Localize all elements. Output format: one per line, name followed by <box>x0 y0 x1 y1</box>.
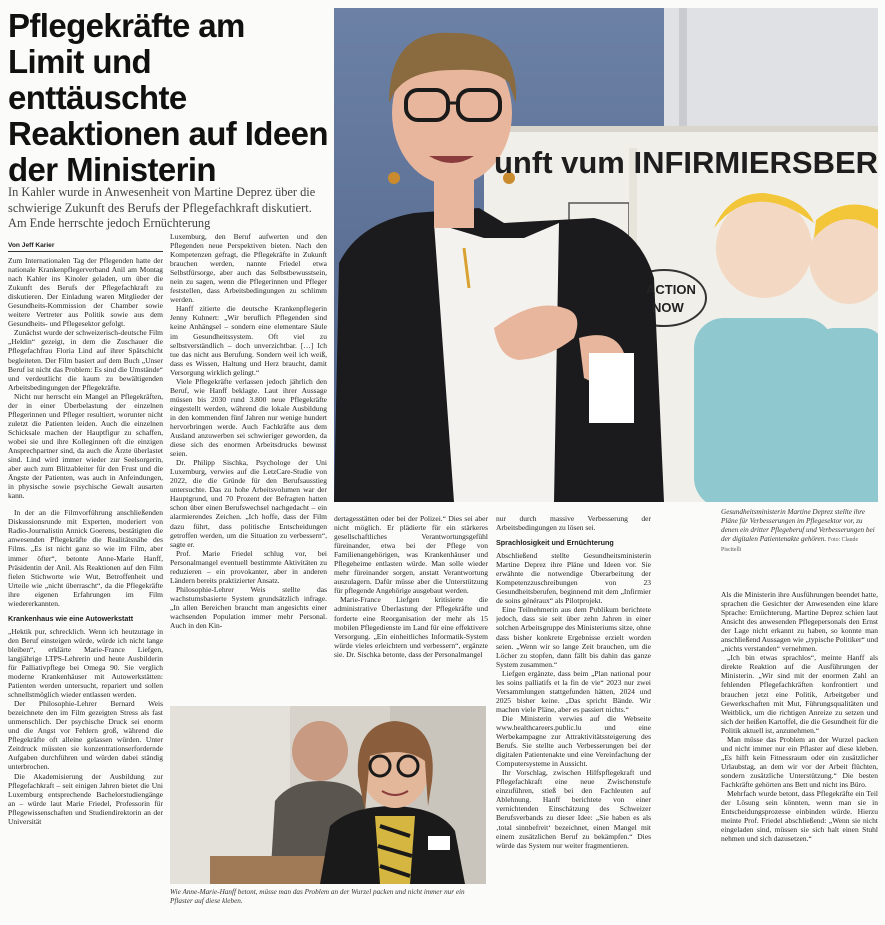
paragraph: Marie-France Liefgen kritisierte die administrative Überlastung der Pflegekräfte und forderte eine Reorganisation der mehr als 15 mobilen Pflegedienste im Land für eine effektivere Versorgung. „Ein einheitliches Informatik-System würde vieles erleichtern und verbessern“, ergänzte sie. Dr. Sischka betonte, dass der Personalmangel <box>334 595 488 659</box>
paragraph: „Hektik pur, schrecklich. Wenn ich heutzutage in den Beruf einsteigen würde, würde ich nicht lange bleiben“, erklärte Marie-France Liefgen, langjährige LTPS-Lehrerin und heute Ausbilderin für Palliativpflege bei Omega 90. Sie verglich moderne Krankenhäuser mit Autowerkstätten: Patienten werden untersucht, repariert und sollen schnellstmöglich wieder entlassen werden. <box>8 626 163 700</box>
main-photo <box>334 8 878 502</box>
article-lead: In Kahler wurde in Anwesenheit von Martine Deprez über die schwierige Zukunft des Berufs der Pflegefachkraft diskutiert. Am Ende herrschte jedoch Ernüchterung <box>8 185 316 231</box>
board-now-text: NOW <box>652 300 684 315</box>
byline: Von Jeff Karier <box>8 242 163 252</box>
paragraph: Philosophie-Lehrer Weis stellte das wachstumsbasierte System grundsätzlich infrage. „In allen Bereichen braucht man angesichts einer wachsenden Population immer mehr Personal. Auch in den Kin- <box>170 584 327 631</box>
secondary-photo <box>170 706 486 884</box>
secondary-photo-caption: Wie Anne-Marie-Hanff betont, müsse man das Problem an der Wurzel packen und nicht immer nur ein Pflaster auf diese kleben. <box>170 888 465 905</box>
hanff-photo-illustration <box>170 706 486 884</box>
paragraph: Dr. Philipp Sischka, Psychologe der Uni Luxemburg, verwies auf die LetzCare-Studie von 2022, die die Gründe für den Berufsausstieg untersuchte. Das zu hohe Arbeitsvolumen war der Hauptgrund, und 70 Prozent der Befragten hatten schon über einen Berufswechsel nachgedacht – ein alarmierendes Zeichen. „Ich hoffe, dass der Film dazu führt, dass politische Entscheidungen getroffen werden, um die Situation zu verbessern“, sagte er. <box>170 458 327 549</box>
board-action-text: ACTION <box>646 282 696 297</box>
paragraph: Die Akademisierung der Ausbildung zur Pflegefachkraft – seit einigen Jahren bietet die Uni Luxemburg entsprechende Bachelorstudiengänge an – würde laut Marie Friedel, Professorin für Pflegewissenschaften und Studiendirektorin an der Universität <box>8 771 163 826</box>
text-column-4 <box>496 514 651 918</box>
subheading: Krankenhaus wie eine Autowerkstatt <box>8 613 134 623</box>
paragraph: „Ich bin etwas sprachlos“, meinte Hanff als direkte Reaktion auf die Ausführungen der Ministerin. „Wir sind mit der enormen Zahl an fehlenden Pflegefachkräften konfrontiert und brauchen jetzt eine Politik, Arbeitgeber und Gewerkschaften mit Mut, Führungsqualitäten und Weitblick, um die richtigen Anreize zu setzen und sich der heißen Kartoffel, die die Gesundheit für die Politik aktuell ist, anzunehmen.“ <box>721 653 878 735</box>
paragraph: Als die Ministerin ihre Ausführungen beendet hatte, sprachen die Gesichter der Anwesenden eine klare Sprache: Ernüchterung. Martine Deprez schien laut Ansicht des anwesenden Pflegepersonals den Ernst der Lage nicht erkannt zu haben, so konnte man anschließend Aussagen wie „typische Politiker“ und „nichts verstanden“ vernehmen. <box>721 590 878 654</box>
board-text: unft vum INFIRMIERSBER <box>494 145 878 180</box>
paragraph: Der Philosophie-Lehrer Bernard Weis bezeichnete den im Film gezeigten Stress als fast unmenschlich. Der psychische Druck sei enorm und die Angst vor Fehlern groß, während die Pflegekräfte oft alleine gelassen würden. Unter Zeitdruck müssten sie konzentrationserfordernde Aufgaben durchführen und würden dabei ständig unterbrochen. <box>8 699 163 772</box>
paragraph: Ihr Vorschlag, zwischen Hilfspflegekraft und Pflegefachkraft eine neue Zwischenstufe einzuführen, stieß bei den Fachleuten auf Ablehnung. Hanff berichtete von einer vernichtenden Einschätzung des Schweizer Berufsverbands zu dieser Idee: „Sie haben es als ‚total sinnbefreit‘ bezeichnet, einen Mangel mit einem zusätzlichen Beruf zu bekämpfen.“ Dies würde das System nur weiter fragmentieren. <box>496 768 651 850</box>
paragraph: dertagesstätten oder bei der Polizei.“ Dies sei aber nicht möglich. Er plädierte für ein stärkeres gesellschaftliches Verantwortungsgefühl füreinander, etwa bei der Pflege von Familienangehörigen, was Krankenhäuser und Pflegeheime entlasten würde. Man solle wieder mehr füreinander sorgen, anstatt Verantwortung auszulagern. Dafür müsse aber die Unterstützung für pflegende Angehörige ausgebaut werden. <box>334 514 488 596</box>
paragraph: Hanff zitierte die deutsche Krankenpflegerin Jenny Kuhnert: „Wir beruflich Pflegenden sind keine Anhängsel – sondern eine elementare Säule im Gesundheitssystem. Oft viel zu selbstverständlich – doch unverzichtbar. […] Ich tue das nicht aus Berufung. Sondern weil ich weiß, dass es Wissen, Haltung und Herz braucht, damit Versorgung wirklich gelingt.“ <box>170 304 327 377</box>
paragraph: Nicht nur herrscht ein Mangel an Pflegekräften, der in einer Überbelastung der einzelnen Pflegerinnen und Pfleger resultiert, worunter nicht zuletzt die Patienten leiden. Auch die einzelnen Schicksale machen der Hauptfigur zu schaffen, wobei sie und ihre Kolleginnen oft die einzigen Ansprechpartner sind, da auch die Ärzte überlastet sind. Lind wird immer wieder zur Seelsorgerin, aber auch zum Blitzableiter für den Frust und die Ängste der Patienten, was auch in Anfeindungen, in physische sowie psychische Gewalt ausarten kann. <box>8 391 163 501</box>
caption-text: Gesundheitsministerin Martine Deprez stellte ihre Pläne für Verbesserungen im Pflegesektor vor, zu denen ein dritter Pflegeberuf und Verbesserungen bei der digitalen Patientenakte gehören. <box>721 508 875 543</box>
text-column-5 <box>721 590 878 918</box>
text-column-1 <box>8 256 163 916</box>
paragraph: Zunächst wurde der schweizerisch-deutsche Film „Heldin“ gezeigt, in dem die Zuschauer die Pflegefachfrau Floria Lind auf ihrer Spätschicht begleiteten. Der Film basiert auf dem Buch „Unser Beruf ist nicht das Problem: Es sind die Umstände“ und verdeutlicht die kaum zu bewältigenden Arbeitsbedingungen der Pflegekräfte. <box>8 328 163 392</box>
photo-credit: Foto: Claude Piscitelli <box>721 537 859 553</box>
paragraph: nur durch massive Verbesserung der Arbeitsbedingungen zu lösen sei. <box>496 514 651 533</box>
paragraph: Die Ministerin verwies auf die Webseite www.healthcareers.public.lu und eine Werbekampagne zur Attraktivitätssteigerung des Berufs. Sie stellte auch Verbesserungen bei der digitalen Patientenakte und eine Vereinfachung der Computersysteme in Aussicht. <box>496 713 651 769</box>
paragraph: Eine Teilnehmerin aus dem Publikum berichtete jedoch, dass sie seit über zehn Jahren in einer solchen Arbeitsgruppe des Ministeriums sitze, ohne dass bisher konkrete Ergebnisse erzielt worden seien. „Wenn wir so lange Zeit brauchen, um die Löcher zu stopfen, dann fällt bis dahin das ganze System zusammen.“ <box>496 605 651 669</box>
paragraph: In der an die Filmvorführung anschließenden Diskussionsrunde mit Experten, moderiert von Radio-Journalistin Annick Goerens, bestätigten die anwesenden Pflegekräfte die Realitätsnähe des Films. „Es ist nicht ganz so wie im Film, aber immer öfter“, betonte Anne-Marie Hanff, Präsidentin der Anil. Als Reaktionen auf den Film fielen Stichworte wie Wut, Betroffenheit und Urteile wie „nicht überrascht“, da die Pflegekräfte ihre eigenen Erfahrungen im Film wiedererkannten. <box>8 508 163 608</box>
text-column-2 <box>170 232 327 702</box>
paragraph: Mehrfach wurde betont, dass Pflegekräfte ein Teil der Lösung sein könnten, wenn man sie in Entscheidungsprozesse einbinden würde. Hierzu meinte Prof. Friedel abschließend: „Wenn sie nicht eingeladen sind, müssen sie sich halt einen Stuhl nehmen und sich dazusetzen.“ <box>721 789 878 844</box>
main-photo-caption <box>721 508 878 555</box>
paragraph: Prof. Marie Friedel schlug vor, bei Personalmangel eventuell bestimmte Aktivitäten zu reduzieren – ein provokanter, aber in anderen Ländern bereits praktizierter Ansatz. <box>170 548 327 585</box>
paragraph: Abschließend stellte Gesundheitsministerin Martine Deprez ihre Pläne und Ideen vor. Sie erwähnte die notwendige Überarbeitung der Kompetenzzuschreibungen von 23 Gesundheitsberufen, beginnend mit dem „Infirmier de soins généraux“ als Pilotprojekt. <box>496 551 651 606</box>
paragraph: Zum Internationalen Tag der Pflegenden hatte der nationale Krankenpflegerverband Anil am Montag nach Kahler ins Kinoler geladen, um über die Zukunft des Berufs der Pflegefachkraft zu diskutieren. Der Einladung waren Mitglieder der Gesundheits-Kommission der Chamber sowie weitere Vertreter aus Politik sowie aus dem Gesundheits- und Pflegesektor gefolgt. <box>8 256 163 329</box>
paragraph: Liefgen ergänzte, dass beim „Plan national pour les soins palliatifs et la fin de vie“ 2023 nur zwei Versammlungen stattgefunden hätten, 2024 und 2025 bisher keine. „Das spricht Bände. Wir machen viele Pläne, aber es passiert nichts.“ <box>496 668 651 714</box>
paragraph: Viele Pflegekräfte verlassen jedoch jährlich den Beruf, wie Hanff beklagte. Laut ihrer Aussage müssen bis 2030 rund 3.800 neue Pflegekräfte eingestellt werden, während die lokale Ausbildung in den kommenden fünf Jahren nur wenige hundert hervorbringen werde. Auch Fachkräfte aus dem Ausland anzuwerben sei schwieriger geworden, da diese sich des enormen Arbeitsdrucks bewusst seien. <box>170 376 327 459</box>
minister-photo-illustration <box>334 8 878 502</box>
article-headline: Pflegekräfte am Limit und enttäuschte Reaktionen auf Ideen der Ministerin <box>8 7 328 188</box>
text-column-3 <box>334 514 488 700</box>
subheading: Sprachlosigkeit und Ernüchterung <box>496 538 614 548</box>
paragraph: Luxemburg, den Beruf aufwerten und den Pflegenden neue Perspektiven bieten. Nach den Kompetenzen gefragt, die Pflegekräfte in Zukunft brauchen werden, nannte Friedel etwa Selbstfürsorge, aber auch das Selbstbewusstsein, nein zu sagen, wenn die Pflegerinnen und Pfleger feststellen, dass Arbeitsbedingungen zu schlimm werden. <box>170 232 327 305</box>
paragraph: Man müsse das Problem an der Wurzel packen und nicht immer nur ein Pflaster auf diese kleben. „Es hilft kein Fitnessraum oder ein zusätzlicher Urlaubstag, an dem wir vor der Arbeit flüchten, sondern zusätzliche Unterstützung.“ Die besten Fachkräfte gehörten ans Bett und nicht ins Büro. <box>721 734 878 789</box>
